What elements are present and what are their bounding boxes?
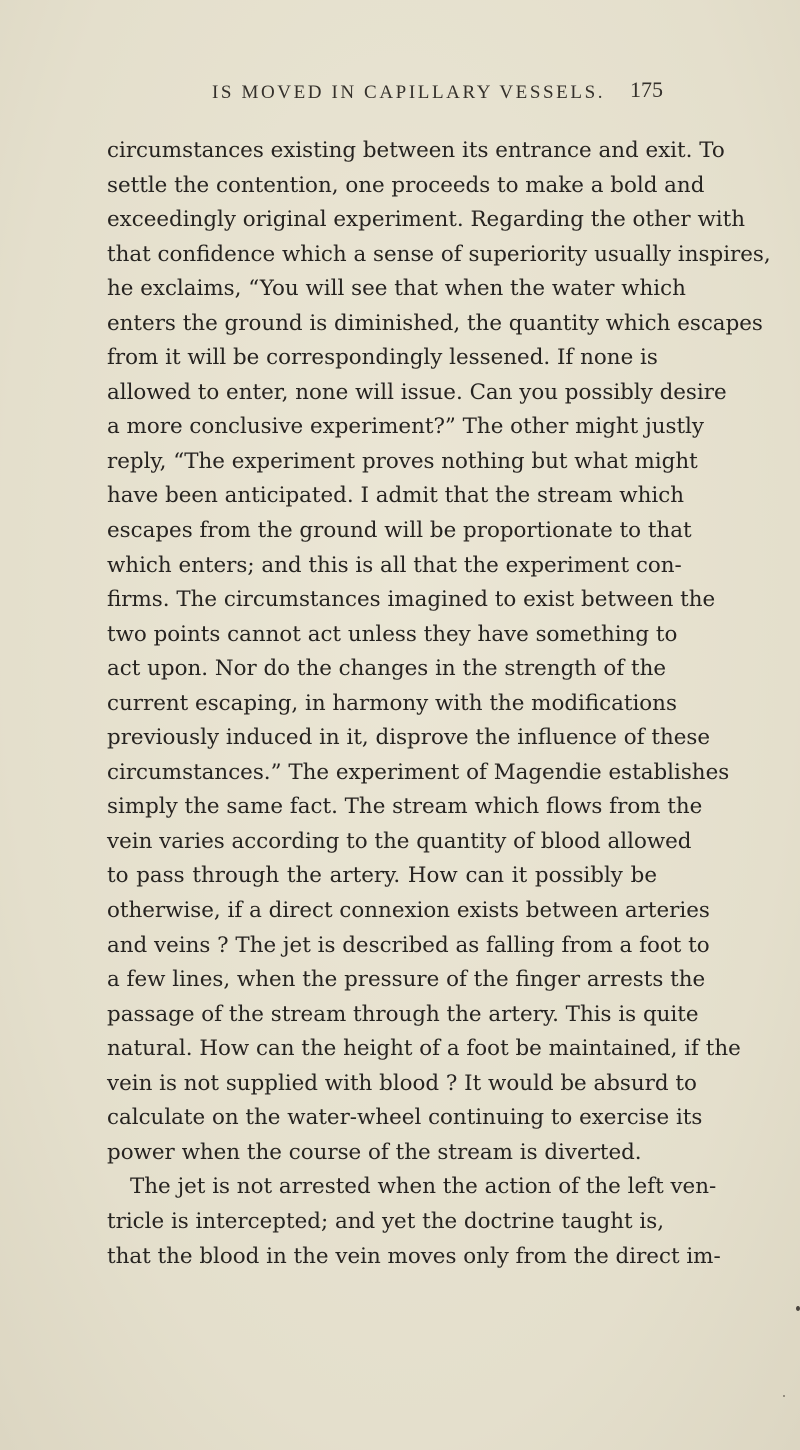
text-line: vein is not supplied with blood ? It would be absurd to (107, 1070, 697, 1096)
text-line: to pass through the artery. How can it possibly be (107, 863, 657, 889)
text-line: circumstances existing between its entrance and exit. To (107, 138, 725, 163)
paper-speck (783, 1395, 785, 1397)
text-line: natural. How can the height of a foot be maintained, if the (107, 1036, 741, 1062)
text-line: vein varies according to the quantity of blood allowed (107, 828, 692, 854)
text-line: simply the same fact. The stream which flows from the (107, 794, 703, 820)
text-line: escapes from the ground will be proportionate to that (107, 518, 692, 544)
text-line: have been anticipated. I admit that the stream which (107, 483, 684, 509)
body-text (107, 134, 771, 1274)
text-line: a more conclusive experiment?” The other might justly (107, 414, 704, 440)
text-line: allowed to enter, none will issue. Can you possibly desire (107, 379, 727, 405)
text-line: tricle is intercepted; and yet the doctrine taught is, (107, 1208, 664, 1234)
text-line: that the blood in the vein moves only from the direct im- (107, 1243, 721, 1269)
text-line: firms. The circumstances imagined to exist between the (107, 587, 716, 613)
text-line: current escaping, in harmony with the modifications (107, 690, 677, 716)
paragraph-end-line: power when the course of the stream is diverted. (107, 1139, 642, 1165)
text-line: two points cannot act unless they have something to (107, 621, 678, 647)
text-line: that confidence which a sense of superiority usually inspires, (107, 241, 771, 267)
text-line: reply, “The experiment proves nothing but what might (107, 448, 698, 474)
running-head: IS MOVED IN CAPILLARY VESSELS. (212, 82, 606, 103)
text-line: act upon. Nor do the changes in the strength of the (107, 656, 667, 682)
text-line: settle the contention, one proceeds to make a bold and (107, 172, 705, 198)
text-line: enters the ground is diminished, the quantity which escapes (107, 310, 763, 336)
text-line: a few lines, when the pressure of the finger arrests the (107, 967, 706, 993)
paper-speck (796, 1306, 800, 1311)
text-line: which enters; and this is all that the experiment con- (107, 552, 682, 578)
text-line: passage of the stream through the artery. This is quite (107, 1001, 699, 1027)
page-number: 175 (630, 77, 663, 102)
text-line: circumstances.” The experiment of Magendie establishes (107, 759, 730, 785)
text-line: calculate on the water-wheel continuing to exercise its (107, 1105, 703, 1131)
text-line: and veins ? The jet is described as falling from a foot to (107, 932, 710, 958)
paragraph-start-line: The jet is not arrested when the action of the left ven- (130, 1174, 717, 1200)
text-line: previously induced in it, disprove the influence of these (107, 725, 711, 751)
text-line: from it will be correspondingly lessened. If none is (107, 345, 658, 371)
text-line: he exclaims, “You will see that when the water which (107, 276, 686, 302)
text-line: exceedingly original experiment. Regarding the other with (107, 207, 745, 233)
text-line: otherwise, if a direct connexion exists between arteries (107, 898, 710, 924)
